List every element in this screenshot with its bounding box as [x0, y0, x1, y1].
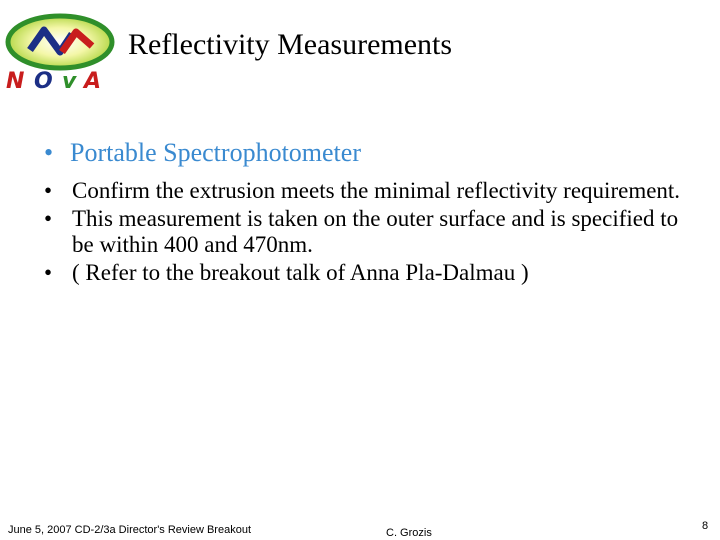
list-item — [44, 178, 684, 204]
footer-author: C. Grozis — [386, 527, 432, 539]
svg-text:O: O — [34, 69, 53, 92]
sub-bullet-list — [44, 178, 684, 288]
svg-text:v: v — [62, 69, 77, 92]
bullet-marker: • — [44, 260, 53, 285]
bullet-marker: • — [44, 138, 54, 167]
bullet-marker: • — [44, 206, 53, 231]
list-item-text: This measurement is taken on the outer surface and is specified to be within 400 and 470nm. — [72, 206, 679, 257]
slide-title: Reflectivity Measurements — [128, 28, 453, 61]
list-item — [44, 260, 684, 286]
title-rainbow-rule — [128, 74, 684, 86]
bullet-marker: • — [44, 178, 53, 203]
main-bullet-text: Portable Spectrophotometer — [70, 138, 361, 167]
svg-text:A: A — [84, 69, 102, 92]
footer-date-event: June 5, 2007 CD-2/3a Director's Review Breakout — [8, 524, 251, 536]
page-number: 8 — [702, 520, 709, 532]
list-item-text: ( Refer to the breakout talk of Anna Pla-Dalmau ) — [72, 260, 529, 285]
nova-logo-icon — [4, 12, 116, 92]
list-item — [44, 206, 684, 258]
main-bullet — [44, 138, 361, 168]
list-item-text: Confirm the extrusion meets the minimal reflectivity requirement. — [72, 178, 681, 203]
svg-text:N: N — [6, 69, 25, 92]
